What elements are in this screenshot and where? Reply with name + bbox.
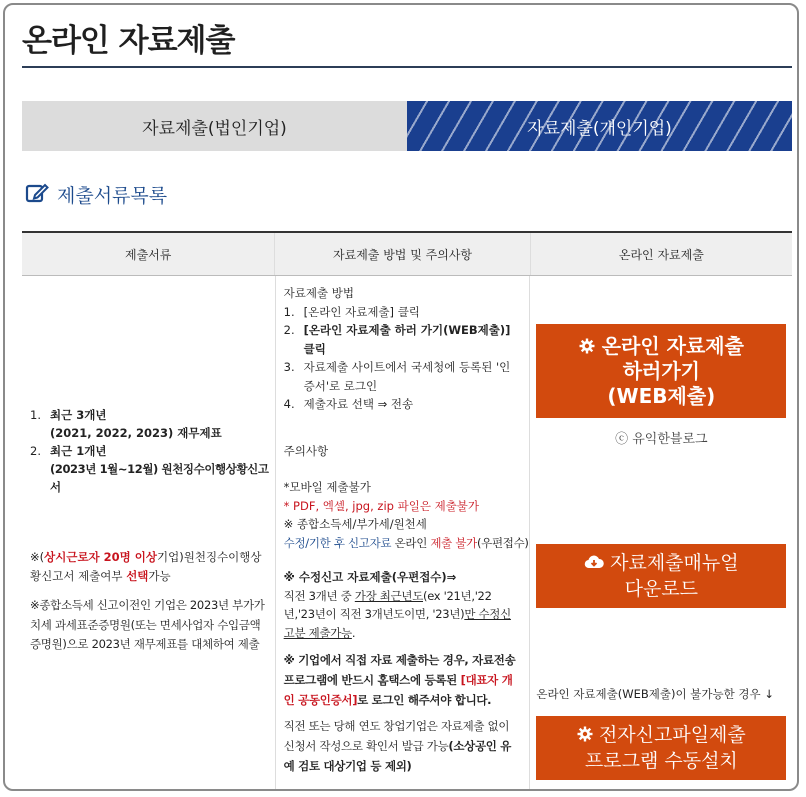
tab-bar <box>22 101 792 151</box>
list-item: 1. 최근 3개년 <box>30 408 107 422</box>
header-documents: 제출서류 <box>124 247 172 262</box>
title-divider <box>22 66 792 68</box>
documents-table <box>22 231 792 791</box>
documents-cell <box>22 276 275 791</box>
cloud-download-icon <box>584 552 610 574</box>
caution-title: 주의사항 <box>283 443 329 458</box>
edit-icon <box>25 182 49 208</box>
step-item: 2. [온라인 자료제출 하러 가기(WEB제출)] 클릭 <box>283 323 511 356</box>
method-content <box>283 284 529 776</box>
tax-note: ※ 종합소득세/부가세/원천세 <box>283 517 427 531</box>
web-unavailable-note: 온라인 자료제출(WEB제출)이 불가능한 경우 ↓ <box>536 687 774 701</box>
format-note: * PDF, 엑셀, jpg, zip 파일은 제출불가 <box>283 498 480 513</box>
document-list: 1. 최근 3개년 (2021, 2022, 2023) 재무제표 2. 최근 1개년 (2023년 1월~12월) 원천징수이행상황신고서 <box>30 408 269 494</box>
mobile-note: *모바일 제출불가 <box>283 480 371 494</box>
direct-submit-note: ※ 기업에서 직접 자료 제출하는 경우, 자료전송 프로그램에 반드시 홈택스에 등록된 [대표자 개인 공동인증서]로 로그인 해주셔야 합니다. <box>283 653 516 707</box>
section-heading <box>25 181 167 208</box>
page-title: 온라인 자료제출 <box>22 23 235 59</box>
method-title: 자료제출 방법 <box>283 286 354 300</box>
amend-detail: 직전 3개년 중 가장 최근년도(ex '21년,'22년,'23년이 직전 3개년도이면, '23년)만 수정신고분 제출가능. <box>283 588 511 640</box>
manual-download-button[interactable]: 자료제출매뉴얼 다운로드 <box>536 544 786 608</box>
manual-install-button[interactable]: 전자신고파일제출 프로그램 수동설치 <box>536 716 786 780</box>
tab-individual[interactable]: 자료제출(개인기업) <box>407 101 792 151</box>
section-title: 제출서류목록 <box>57 185 168 207</box>
watermark-text: ⓒ 유익한블로그 <box>615 432 708 447</box>
amend-title: ※ 수정신고 자료제출(우편접수)⇒ <box>283 570 457 584</box>
web-submit-button[interactable]: 온라인 자료제출 하러가기 (WEB제출) <box>536 324 786 418</box>
online-submit-cell <box>529 276 792 791</box>
header-online: 온라인 자료제출 <box>530 233 792 275</box>
employee-note: ※(상시근로자 20명 이상기업)원천징수이행상황신고서 제출여부 선택가능 <box>30 550 262 583</box>
startup-note: 직전 또는 당해 연도 창업기업은 자료제출 없이 신청서 작성으로 확인서 발급 가능(소상공인 유예 검토 대상기업 등 제외) <box>283 719 512 773</box>
page-frame <box>3 3 799 791</box>
step-item: 3. 자료제출 사이트에서 국세청에 등록된 '인증서'로 로그인 <box>283 360 511 393</box>
gear-icon <box>579 334 602 358</box>
table-body-row <box>22 276 792 791</box>
step-item: 4. 제출자료 선택 ⇒ 전송 <box>283 397 414 411</box>
table-header-row <box>22 233 792 276</box>
tax-note-detail: 수정/기한 후 신고자료 온라인 제출 불가(우편접수) <box>283 535 529 550</box>
tab-corporate[interactable]: 자료제출(법인기업) <box>22 101 407 151</box>
list-item: 2. 최근 1개년 <box>30 444 107 458</box>
income-tax-note: ※종합소득세 신고이전인 기업은 2023년 부가가치세 과세표준증명원(또는 면세사업자 수입금액증명원)으로 2023년 재무제표를 대체하여 제출 <box>30 598 265 651</box>
step-item: 1. [온라인 자료제출] 클릭 <box>283 304 420 319</box>
header-method: 자료제출 방법 및 주의사항 <box>274 233 529 275</box>
gear-icon <box>577 724 599 746</box>
method-cell <box>275 276 530 791</box>
